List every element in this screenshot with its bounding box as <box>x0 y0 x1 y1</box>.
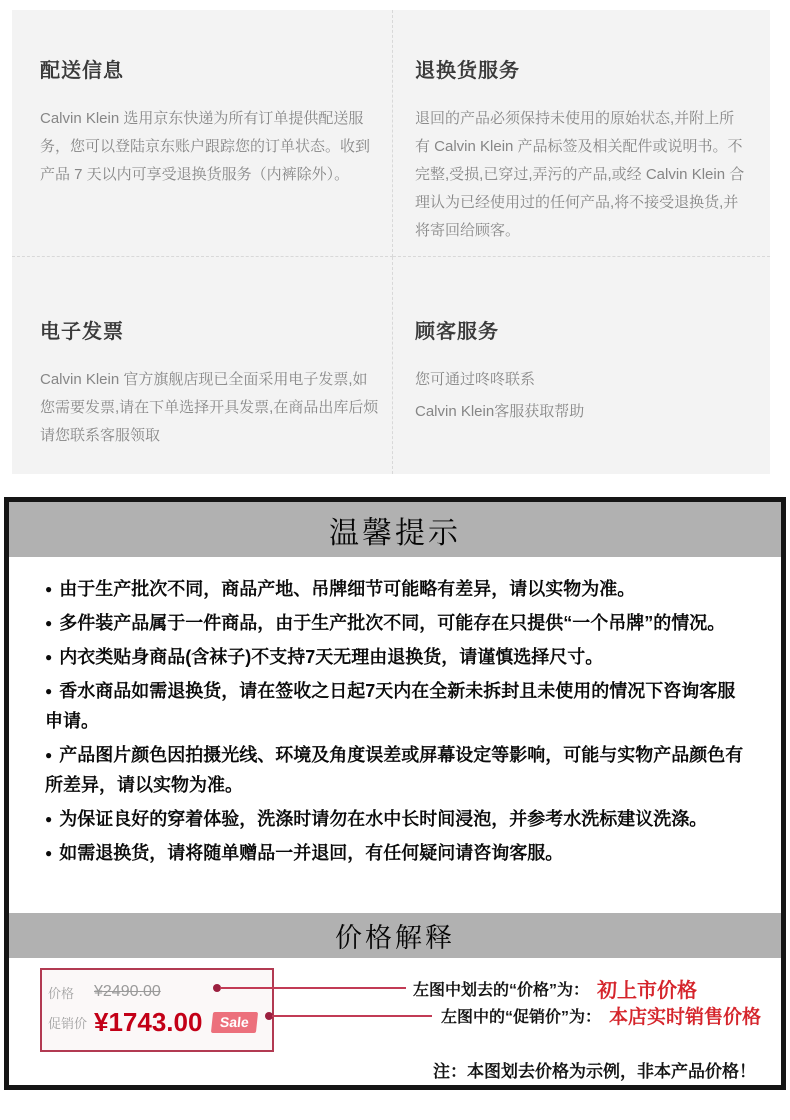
bullet-text: 内衣类贴身商品(含袜子)不支持7天无理由退换货，请谨慎选择尺寸。 <box>59 647 604 667</box>
explanation-value: 本店实时销售价格 <box>609 1006 762 1028</box>
notice-bullet <box>45 804 753 834</box>
explanation-prefix: 左图中划去的“价格”为： <box>413 981 590 999</box>
explanation-row-original <box>413 975 697 1001</box>
service-block-customer-service <box>393 257 770 474</box>
block-title-invoice: 电子发票 <box>40 321 124 343</box>
bullet-text: 多件装产品属于一件商品，由于生产批次不同，可能存在只提供“一个吊牌”的情况。 <box>59 613 726 633</box>
block-title-returns: 退换货服务 <box>415 60 520 82</box>
bullet-text: 为保证良好的穿着体验，洗涤时请勿在水中长时间浸泡，并参考水洗标建议洗涤。 <box>59 809 708 829</box>
bullet-icon: ● <box>45 748 53 762</box>
price-example-card <box>40 968 274 1052</box>
original-price-label: 价格 <box>48 985 75 1001</box>
customer-service-line: 您可通过咚咚联系 <box>415 371 536 388</box>
sale-badge: Sale <box>211 1012 258 1033</box>
notice-box <box>4 497 786 1090</box>
bullet-icon: ● <box>45 846 53 860</box>
bullet-icon: ● <box>45 616 53 630</box>
connector-line <box>272 1015 432 1017</box>
block-title-shipping: 配送信息 <box>40 60 124 82</box>
service-block-invoice <box>12 257 393 474</box>
bullet-text: 如需退换货，请将随单赠品一并退回，有任何疑问请咨询客服。 <box>59 843 564 863</box>
explanation-prefix: 左图中的“促销价”为： <box>441 1008 602 1026</box>
original-price-value: ¥2490.00 <box>94 983 161 1000</box>
service-block-shipping <box>12 10 393 257</box>
promo-price-row <box>48 1004 272 1040</box>
notice-bullet <box>45 642 753 672</box>
price-note: 注：本图划去价格为示例，非本产品价格！ <box>433 1062 756 1081</box>
notice-bullet-list <box>9 557 781 872</box>
price-explain-header: 价格解释 <box>9 913 781 958</box>
explanation-row-promo <box>441 1001 761 1029</box>
bullet-icon: ● <box>45 684 53 698</box>
bullet-icon: ● <box>45 812 53 826</box>
customer-service-line: Calvin Klein客服获取帮助 <box>415 403 585 420</box>
promo-price-value: ¥1743.00 <box>94 1006 203 1037</box>
block-body-returns: 退回的产品必须保持未使用的原始状态,并附上所有 Calvin Klein 产品标签及相关配件或说明书。不完整,受损,已穿过,弄污的产品,或经 Calvin Klein 合理认为已经使用过的任何产品,将不接受退换货,并将寄回给顾客。 <box>415 110 745 239</box>
bullet-icon: ● <box>45 650 53 664</box>
notice-bullet <box>45 608 753 638</box>
original-price-row <box>48 982 272 1002</box>
bullet-icon: ● <box>45 582 53 596</box>
bullet-text: 由于生产批次不同，商品产地、吊牌细节可能略有差异，请以实物为准。 <box>59 579 636 599</box>
notice-bullet <box>45 838 753 868</box>
bullet-text: 香水商品如需退换货，请在签收之日起7天内在全新未拆封且未使用的情况下咨询客服申请。 <box>45 681 736 731</box>
block-body-shipping: Calvin Klein 选用京东快递为所有订单提供配送服务，您可以登陆京东账户跟踪您的订单状态。收到产品 7 天以内可享受退换货服务（内裤除外）。 <box>40 110 371 183</box>
connector-line <box>220 987 406 989</box>
notice-bullet <box>45 740 753 800</box>
service-info-panel <box>12 10 770 474</box>
notice-header: 温馨提示 <box>9 502 781 557</box>
service-block-returns <box>393 10 770 257</box>
promo-price-label: 促销价 <box>48 1015 88 1031</box>
notice-bullet <box>45 676 753 736</box>
bullet-text: 产品图片颜色因拍摄光线、环境及角度误差或屏幕设定等影响，可能与实物产品颜色有所差异，请以实物为准。 <box>45 745 744 795</box>
block-title-customer-service: 顾客服务 <box>415 321 499 343</box>
block-body-invoice: Calvin Klein 官方旗舰店现已全面采用电子发票,如您需要发票,请在下单选择开具发票,在商品出库后烦请您联系客服领取 <box>40 371 379 444</box>
notice-bullet <box>45 574 753 604</box>
explanation-value: 初上市价格 <box>597 979 698 1002</box>
